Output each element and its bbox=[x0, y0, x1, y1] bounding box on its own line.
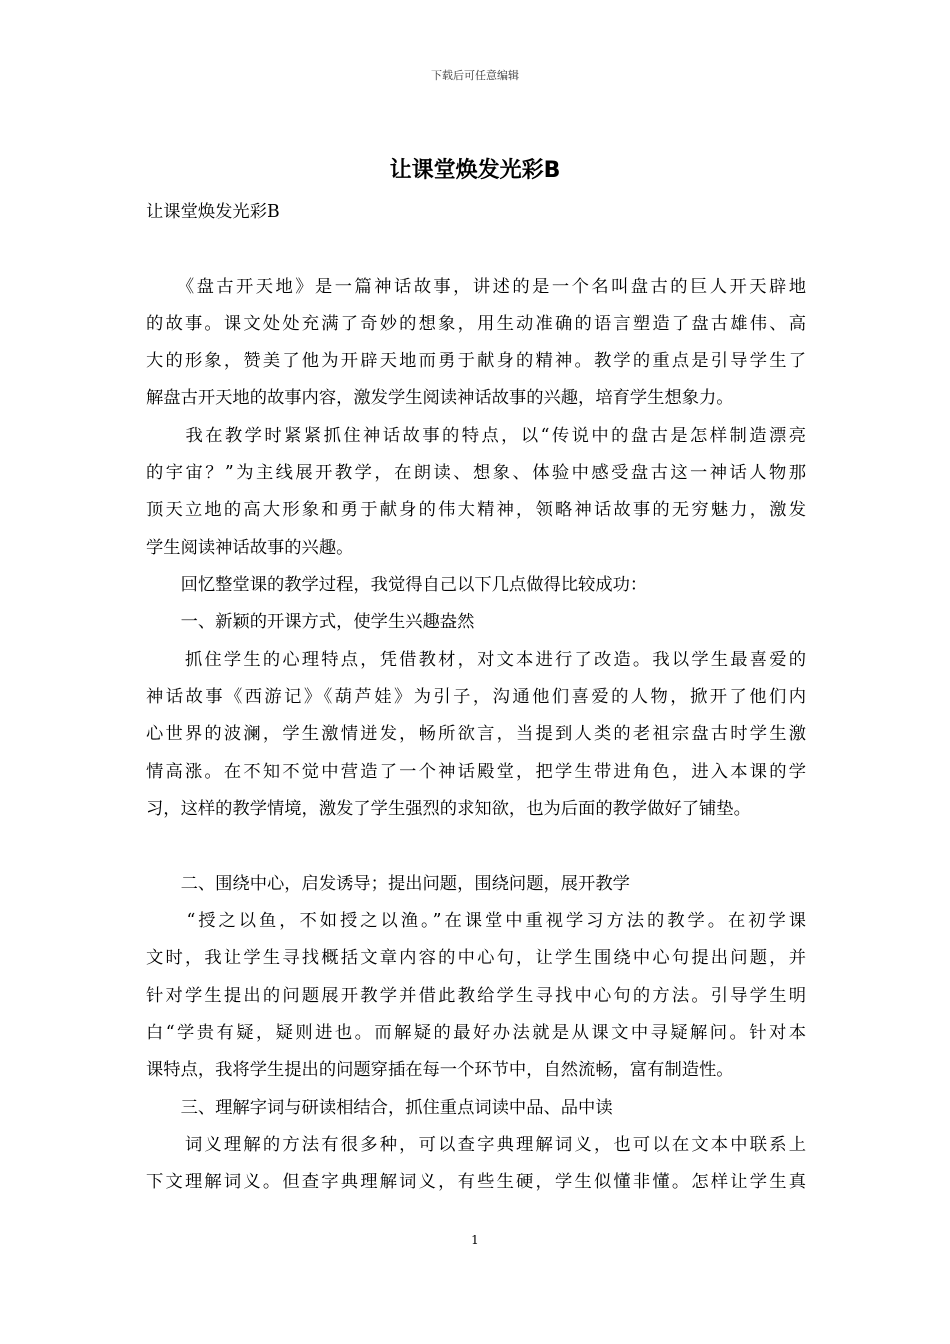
text-line: 课特点，我将学生提出的问题穿插在每一个环节中，自然流畅，富有制造性。 bbox=[146, 1060, 734, 1080]
text-line: 下文理解词义。但查字典理解词义，有些生硬，学生似懂非懂。怎样让学生真 bbox=[146, 1172, 806, 1192]
text-line: 我在教学时紧紧抓住神话故事的特点，以“传说中的盘古是怎样制造漂亮 bbox=[146, 426, 806, 446]
section-heading: 一、新颖的开课方式，使学生兴趣盎然 bbox=[146, 612, 475, 632]
document-subtitle: 让课堂焕发光彩B bbox=[146, 202, 280, 222]
text-line: 针对学生提出的问题展开教学并借此教给学生寻找中心句的方法。引导学生明 bbox=[146, 986, 806, 1006]
text-line: 心世界的波澜，学生激情迸发，畅所欲言，当提到人类的老祖宗盘古时学生激 bbox=[146, 724, 806, 744]
section-heading: 二、围绕中心，启发诱导；提出问题，围绕问题，展开教学 bbox=[146, 874, 630, 894]
section-heading: 三、理解字词与研读相结合，抓住重点词读中品、品中读 bbox=[146, 1098, 613, 1118]
text-line: “授之以鱼，不如授之以渔。”在课堂中重视学习方法的教学。在初学课 bbox=[146, 911, 806, 931]
text-line: 白“学贵有疑，疑则进也。而解疑的最好办法就是从课文中寻疑解问。针对本 bbox=[146, 1023, 806, 1043]
text-line: 的故事。课文处处充满了奇妙的想象，用生动准确的语言塑造了盘古雄伟、高 bbox=[146, 314, 806, 334]
document-title: 让课堂焕发光彩B bbox=[389, 158, 561, 183]
text-line: 文时，我让学生寻找概括文章内容的中心句，让学生围绕中心句提出问题，并 bbox=[146, 948, 806, 968]
text-line: 抓住学生的心理特点，凭借教材，对文本进行了改造。我以学生最喜爱的 bbox=[146, 650, 806, 670]
page-number: 1 bbox=[471, 1233, 479, 1247]
text-line: 大的形象，赞美了他为开辟天地而勇于献身的精神。教学的重点是引导学生了 bbox=[146, 351, 806, 371]
text-line: 情高涨。在不知不觉中营造了一个神话殿堂，把学生带进角色，进入本课的学 bbox=[146, 762, 806, 782]
text-line: 习，这样的教学情境，激发了学生强烈的求知欲，也为后面的教学做好了铺垫。 bbox=[146, 799, 751, 819]
text-line: 《盘古开天地》是一篇神话故事，讲述的是一个名叫盘古的巨人开天辟地 bbox=[146, 277, 806, 297]
text-line: 顶天立地的高大形象和勇于献身的伟大精神，领略神话故事的无穷魅力，激发 bbox=[146, 500, 806, 520]
text-line: 词义理解的方法有很多种，可以查字典理解词义，也可以在文本中联系上 bbox=[146, 1135, 806, 1155]
text-line: 解盘古开天地的故事内容，激发学生阅读神话故事的兴趣，培育学生想象力。 bbox=[146, 388, 734, 408]
page-header: 下载后可任意编辑 bbox=[431, 69, 519, 82]
text-line: 神话故事《西游记》《葫芦娃》为引子，沟通他们喜爱的人物，掀开了他们内 bbox=[146, 687, 806, 707]
text-line: 学生阅读神话故事的兴趣。 bbox=[146, 538, 354, 558]
text-line: 回忆整堂课的教学过程，我觉得自己以下几点做得比较成功： bbox=[146, 575, 648, 595]
text-line: 的宇宙？”为主线展开教学，在朗读、想象、体验中感受盘古这一神话人物那 bbox=[146, 463, 806, 483]
